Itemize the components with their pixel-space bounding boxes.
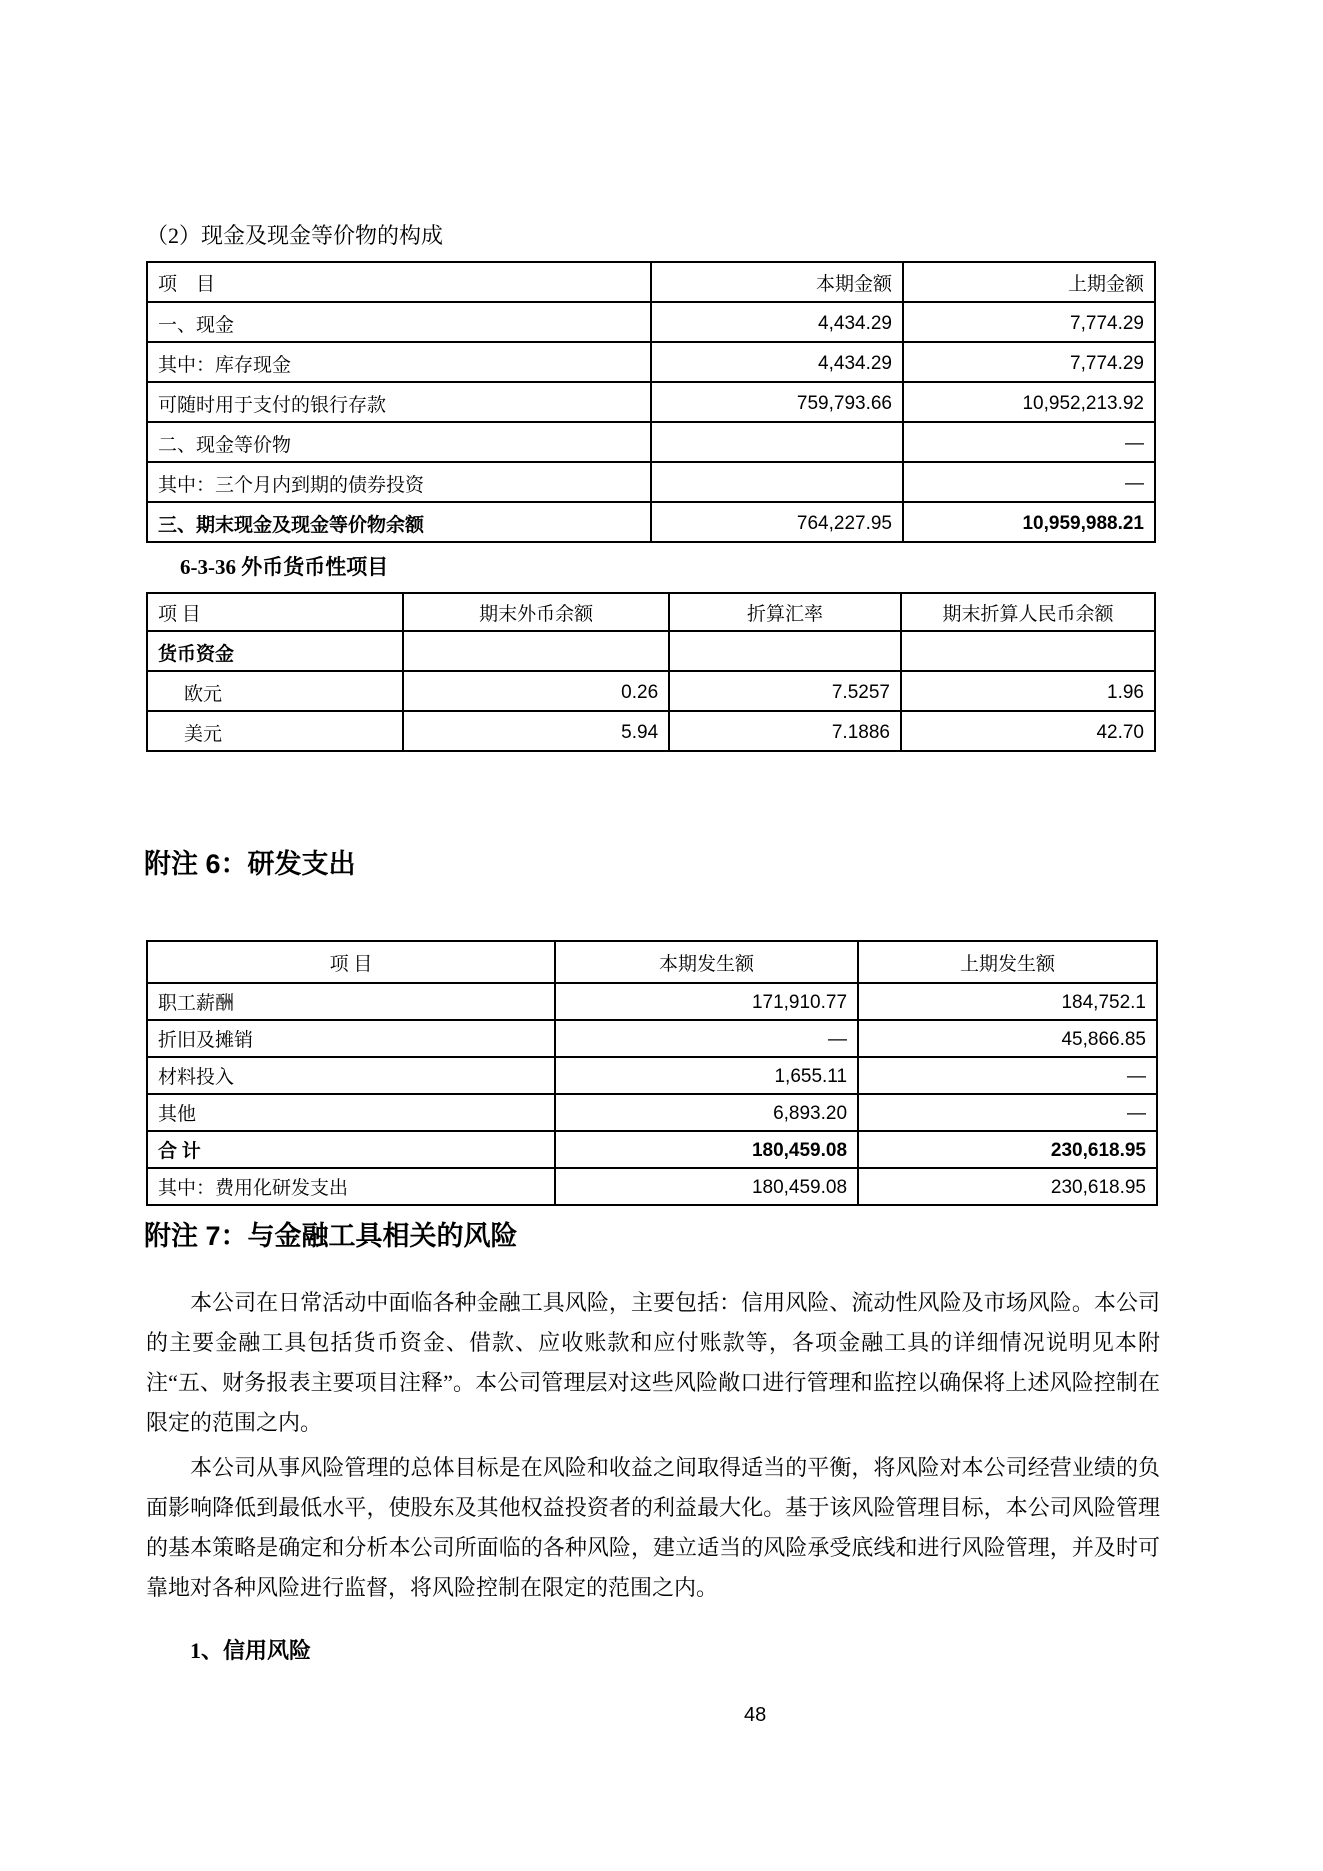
table-cell: 其中：库存现金 xyxy=(147,342,651,382)
note7-heading: 附注 7：与金融工具相关的风险 xyxy=(144,1221,518,1251)
column-header: 项 目 xyxy=(147,941,555,983)
table-cell: 4,434.29 xyxy=(651,342,903,382)
column-header: 项 目 xyxy=(147,593,403,631)
table-cell: 7,774.29 xyxy=(903,302,1155,342)
table-cell: 184,752.1 xyxy=(858,983,1157,1020)
table-cell: 230,618.95 xyxy=(858,1168,1157,1205)
table-cell: 一、现金 xyxy=(147,302,651,342)
table-row xyxy=(147,502,1155,542)
table-cell xyxy=(651,462,903,502)
note7-paragraph-1: 本公司在日常活动中面临各种金融工具风险，主要包括：信用风险、流动性风险及市场风险。本公司的主要金融工具包括货币资金、借款、应收账款和应付账款等，各项金融工具的详细情况说明见本附注“五、财务报表主要项目注释”。本公司管理层对这些风险敞口进行管理和监控以确保将上述风险控制在限定的范围之内。 xyxy=(146,1290,1160,1435)
table-row xyxy=(147,1094,1157,1131)
table-header-row xyxy=(147,941,1157,983)
table-header-row xyxy=(147,593,1155,631)
table-cell: 7,774.29 xyxy=(903,342,1155,382)
table-cell: 759,793.66 xyxy=(651,382,903,422)
table-cell: 45,866.85 xyxy=(858,1020,1157,1057)
table-row xyxy=(147,462,1155,502)
table-cell: 货币资金 xyxy=(147,631,403,671)
column-header: 期末折算人民币余额 xyxy=(901,593,1155,631)
table-cell: 764,227.95 xyxy=(651,502,903,542)
credit-risk-subheading: 1、信用风险 xyxy=(190,1638,312,1663)
table-cell: — xyxy=(903,422,1155,462)
table-cell: 美元 xyxy=(147,711,403,751)
table-cell: 180,459.08 xyxy=(555,1168,858,1205)
table-row xyxy=(147,1020,1157,1057)
foreign-currency-heading: 6-3-36 外币货币性项目 xyxy=(180,555,389,579)
table-cell xyxy=(669,631,901,671)
table-cell: 1.96 xyxy=(901,671,1155,711)
table-row xyxy=(147,631,1155,671)
table-cell: 三、期末现金及现金等价物余额 xyxy=(147,502,651,542)
table-cell: 其他 xyxy=(147,1094,555,1131)
table-cell: — xyxy=(555,1020,858,1057)
table-cell: 二、现金等价物 xyxy=(147,422,651,462)
column-header: 上期金额 xyxy=(903,262,1155,302)
table-cell: 材料投入 xyxy=(147,1057,555,1094)
table-row xyxy=(147,342,1155,382)
table-row xyxy=(147,711,1155,751)
table-cell: 42.70 xyxy=(901,711,1155,751)
table-cell: 171,910.77 xyxy=(555,983,858,1020)
foreign-currency-table xyxy=(146,592,1156,752)
page-number: 48 xyxy=(744,1704,767,1726)
table-cell: 180,459.08 xyxy=(555,1131,858,1168)
table-cell: 合 计 xyxy=(147,1131,555,1168)
table-cell: 1,655.11 xyxy=(555,1057,858,1094)
table-cell xyxy=(403,631,669,671)
table-cell: — xyxy=(903,462,1155,502)
table-row xyxy=(147,422,1155,462)
table-cell xyxy=(901,631,1155,671)
column-header: 项 目 xyxy=(147,262,651,302)
table-cell: 10,952,213.92 xyxy=(903,382,1155,422)
table-cell: 职工薪酬 xyxy=(147,983,555,1020)
note6-heading: 附注 6：研发支出 xyxy=(144,849,356,879)
table-row xyxy=(147,382,1155,422)
column-header: 本期发生额 xyxy=(555,941,858,983)
cash-equivalents-table xyxy=(146,261,1156,543)
table-cell: 4,434.29 xyxy=(651,302,903,342)
table-cell: 5.94 xyxy=(403,711,669,751)
table-cell: 折旧及摊销 xyxy=(147,1020,555,1057)
table-cell: 7.5257 xyxy=(669,671,901,711)
table-cell: 7.1886 xyxy=(669,711,901,751)
table-row xyxy=(147,1057,1157,1094)
table-cell: 其中：三个月内到期的债券投资 xyxy=(147,462,651,502)
table-cell: — xyxy=(858,1057,1157,1094)
table-row xyxy=(147,671,1155,711)
column-header: 本期金额 xyxy=(651,262,903,302)
column-header: 期末外币余额 xyxy=(403,593,669,631)
table-row xyxy=(147,1131,1157,1168)
table-row xyxy=(147,1168,1157,1205)
table-cell xyxy=(651,422,903,462)
table-cell: 欧元 xyxy=(147,671,403,711)
table-row xyxy=(147,983,1157,1020)
table-cell: 其中：费用化研发支出 xyxy=(147,1168,555,1205)
cash-composition-heading: （2）现金及现金等价物的构成 xyxy=(146,223,444,248)
table-header-row xyxy=(147,262,1155,302)
table-cell: 可随时用于支付的银行存款 xyxy=(147,382,651,422)
rd-expenditure-table xyxy=(146,940,1158,1206)
table-cell: 230,618.95 xyxy=(858,1131,1157,1168)
table-row xyxy=(147,302,1155,342)
table-cell: 0.26 xyxy=(403,671,669,711)
table-cell: 6,893.20 xyxy=(555,1094,858,1131)
note7-paragraph-2: 本公司从事风险管理的总体目标是在风险和收益之间取得适当的平衡，将风险对本公司经营业绩的负面影响降低到最低水平，使股东及其他权益投资者的利益最大化。基于该风险管理目标，本公司风险管理的基本策略是确定和分析本公司所面临的各种风险，建立适当的风险承受底线和进行风险管理，并及时可靠地对各种风险进行监督，将风险控制在限定的范围之内。 xyxy=(146,1455,1160,1600)
column-header: 折算汇率 xyxy=(669,593,901,631)
table-cell: 10,959,988.21 xyxy=(903,502,1155,542)
table-cell: — xyxy=(858,1094,1157,1131)
column-header: 上期发生额 xyxy=(858,941,1157,983)
